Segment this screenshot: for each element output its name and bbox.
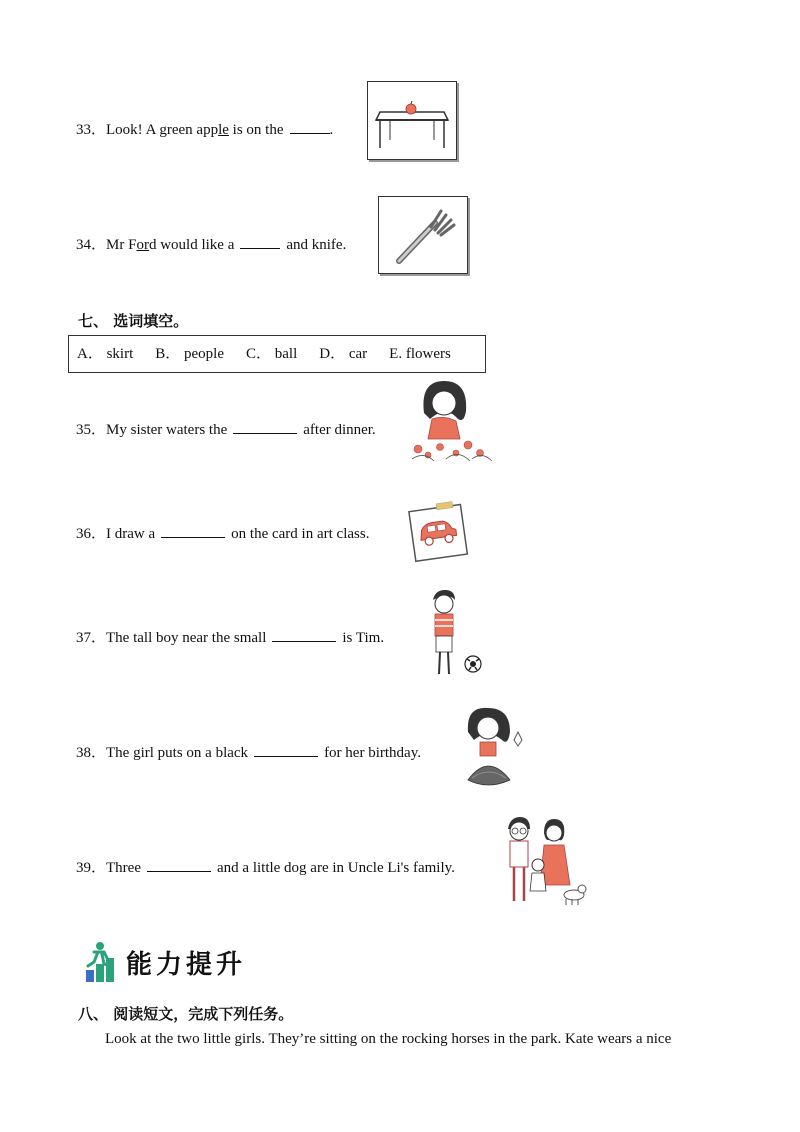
section-8-heading: 八、 阅读短文，完成下列任务。 bbox=[78, 1005, 294, 1023]
running-figure-icon bbox=[84, 940, 122, 984]
question-text: The girl puts on a black bbox=[106, 745, 249, 761]
question-33 bbox=[76, 119, 333, 140]
family-with-dog-image bbox=[500, 815, 590, 907]
banner-title: 能力提升 bbox=[126, 950, 247, 980]
option-a: A． skirt bbox=[77, 346, 134, 362]
word-options-box bbox=[68, 335, 486, 373]
underlined-letters: or bbox=[136, 237, 149, 253]
question-number: 38． bbox=[76, 745, 107, 761]
ability-banner bbox=[84, 940, 254, 984]
boy-with-ball-image bbox=[425, 588, 487, 680]
question-text: is on the bbox=[228, 122, 284, 138]
answer-blank[interactable] bbox=[233, 419, 297, 434]
fork-image bbox=[378, 196, 468, 274]
question-text: is Tim. bbox=[342, 630, 385, 646]
option-c: C． ball bbox=[246, 346, 298, 362]
question-35 bbox=[76, 419, 376, 440]
question-number: 34． bbox=[76, 237, 107, 253]
answer-blank[interactable] bbox=[290, 119, 330, 134]
section-7-heading: 七、 选词填空。 bbox=[78, 312, 189, 330]
question-text: My sister waters the bbox=[106, 422, 228, 438]
question-number: 33． bbox=[76, 122, 107, 138]
answer-blank[interactable] bbox=[254, 742, 318, 757]
question-text: and a little dog are in Uncle Li's family. bbox=[217, 860, 455, 876]
question-text: Look! A green app bbox=[106, 122, 219, 138]
question-text: d would like a bbox=[148, 237, 235, 253]
passage-line-1: Look at the two little girls. They’re sitting on the rocking horses in the park. Kate wears a nice bbox=[105, 1031, 672, 1047]
question-39 bbox=[76, 857, 455, 878]
question-text: on the card in art class. bbox=[231, 526, 370, 542]
question-text: for her birthday. bbox=[324, 745, 421, 761]
question-number: 36． bbox=[76, 526, 107, 542]
question-38 bbox=[76, 742, 421, 763]
girl-in-skirt-image bbox=[458, 706, 532, 796]
question-text: . bbox=[329, 122, 334, 138]
question-34 bbox=[76, 234, 346, 255]
option-d: D． car bbox=[319, 346, 368, 362]
question-text: I draw a bbox=[106, 526, 156, 542]
question-text: Mr F bbox=[106, 237, 137, 253]
question-text: Three bbox=[106, 860, 141, 876]
question-number: 35． bbox=[76, 422, 107, 438]
answer-blank[interactable] bbox=[147, 857, 211, 872]
answer-blank[interactable] bbox=[240, 234, 280, 249]
question-text: and knife. bbox=[286, 237, 347, 253]
option-e: E. flowers bbox=[389, 346, 451, 362]
option-b: B． people bbox=[155, 346, 225, 362]
question-36 bbox=[76, 523, 369, 544]
girl-with-flowers-image bbox=[406, 375, 496, 465]
question-number: 37． bbox=[76, 630, 107, 646]
answer-blank[interactable] bbox=[272, 627, 336, 642]
answer-blank[interactable] bbox=[161, 523, 225, 538]
question-text: The tall boy near the small bbox=[106, 630, 267, 646]
question-37 bbox=[76, 627, 384, 648]
question-number: 39． bbox=[76, 860, 107, 876]
question-text: after dinner. bbox=[303, 422, 376, 438]
car-drawing-card-image bbox=[404, 500, 470, 564]
underlined-letters: le bbox=[218, 122, 229, 138]
table-with-apple-image bbox=[367, 81, 457, 160]
